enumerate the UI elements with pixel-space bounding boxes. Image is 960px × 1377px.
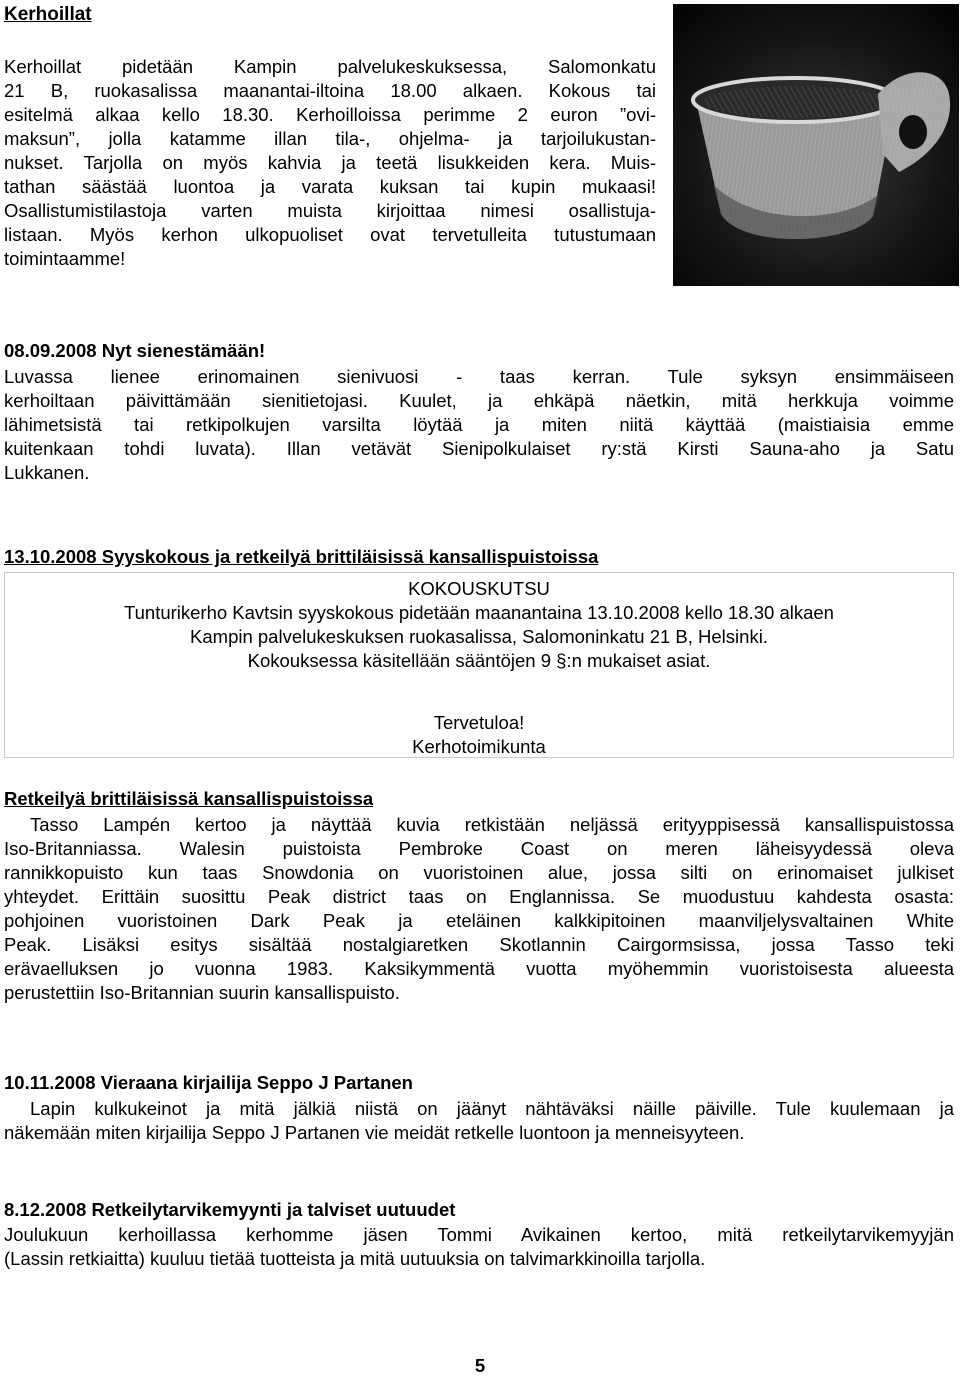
event-title-sept: 08.09.2008 Nyt sienestämään! (4, 340, 266, 361)
event-body-dec (4, 1223, 954, 1271)
invitation-signature: Kerhotoimikunta (412, 736, 546, 757)
text-line: erävaelluksen jo vuonna 1983. Kaksikymmentä vuotta myöhemmin vuoristoisesta alueesta (4, 958, 954, 979)
invitation-closing: Tervetuloa! (433, 712, 525, 733)
section-title-brit-parks: Retkeilyä brittiläisissä kansallispuistoissa (4, 788, 374, 809)
text-line: yhteydet. Erittäin suosittu Peak district taas on Englannissa. Se muodustuu kahdesta osasta: (4, 886, 954, 907)
text-line: 21 B, ruokasalissa maanantai-iltoina 18.00 alkaen. Kokous tai (4, 80, 656, 101)
text-line: lähimetsistä tai retkipolkujen varsilta löytää ja miten niitä käyttää (maistiaisia emme (4, 414, 954, 435)
text-line: Tunturikerho Kavtsin syyskokous pidetään maanantaina 13.10.2008 kello 18.30 alkaen (124, 602, 834, 623)
section-title-kerhoillat: Kerhoillat (4, 4, 92, 25)
text-line: toimintaamme! (4, 248, 126, 269)
brit-parks-paragraph (4, 813, 954, 1005)
event-title-oct: 13.10.2008 Syyskokous ja retkeilyä brittiläisissä kansallispuistoissa (4, 546, 599, 567)
text-line: perustettiin Iso-Britannian suurin kansallispuisto. (4, 982, 400, 1003)
text-line: Lukkanen. (4, 462, 90, 483)
text-line: listaan. Myös kerhon ulkopuoliset ovat tervetulleita tutustumaan (4, 224, 656, 245)
text-line: Tasso Lampén kertoo ja näyttää kuvia retkistään neljässä erityyppisessä kansallispuistossa (30, 814, 954, 835)
invitation-heading: KOKOUSKUTSU (408, 578, 550, 599)
text-line: näkemään miten kirjailija Seppo J Partanen vie meidät retkelle luontoon ja menneisyyteen. (4, 1122, 745, 1143)
text-line: Kokouksessa käsitellään sääntöjen 9 §:n mukaiset asiat. (247, 650, 711, 671)
text-line: rannikkopuisto kun taas Snowdonia on vuoristoinen alue, jossa silti on erinomaiset julkiset (4, 862, 954, 883)
event-title-nov: 10.11.2008 Vieraana kirjailija Seppo J Partanen (4, 1072, 413, 1093)
text-line: pohjoinen vuoristoinen Dark Peak ja eteläinen kalkkipitoinen maanviljelysvaltainen White (4, 910, 954, 931)
text-line: esitelmä alkaa kello 18.30. Kerhoilloissa perimme 2 euron ”ovi- (4, 104, 656, 125)
page-number: 5 (474, 1355, 486, 1376)
event-body-sept (4, 365, 954, 485)
text-line: kuitenkaan tohdi luvata). Illan vetävät Sienipolkulaiset ry:stä Kirsti Sauna-aho ja Satu (4, 438, 954, 459)
event-title-dec: 8.12.2008 Retkeilytarvikemyynti ja talviset uutuudet (4, 1199, 456, 1220)
kuksa-cup-image (673, 4, 959, 286)
text-line: Osallistumistilastoja varten muista kirjoittaa nimesi osallistuja- (4, 200, 656, 221)
text-line: tathan säästää luontoa ja varata kuksan tai kupin mukaasi! (4, 176, 656, 197)
text-line: Peak. Lisäksi esitys sisältää nostalgiaretken Skotlannin Cairgormsissa, jossa Tasso teki (4, 934, 954, 955)
text-line: Kerhoillat pidetään Kampin palvelukeskuksessa, Salomonkatu (4, 56, 656, 77)
text-line: (Lassin retkiaitta) kuuluu tietää tuotteista ja mitä uutuuksia on talvimarkkinoilla tarjolla. (4, 1248, 706, 1269)
meeting-invitation-box (4, 572, 954, 758)
text-line: Luvassa lienee erinomainen sienivuosi - taas kerran. Tule syksyn ensimmäiseen (4, 366, 954, 387)
text-line: nukset. Tarjolla on myös kahvia ja teetä lisukkeiden kera. Muis- (4, 152, 656, 173)
text-line: kerhoiltaan päivittämään sienitietojasi. Kuulet, ja ehkäpä näetkin, mitä herkkuja voimme (4, 390, 954, 411)
text-line: Iso-Britanniassa. Walesin puistoista Pembroke Coast on meren läheisyydessä oleva (4, 838, 954, 859)
text-line: Lapin kulkukeinot ja mitä jälkiä niistä on jäänyt nähtäväksi näille päiville. Tule kuulemaan ja (30, 1098, 954, 1119)
text-line: Joulukuun kerhoillassa kerhomme jäsen Tommi Avikainen kertoo, mitä retkeilytarvikemyyjän (4, 1224, 954, 1245)
intro-paragraph (4, 55, 656, 271)
event-body-nov (4, 1097, 954, 1145)
text-line: maksun”, jolla katamme illan tila-, ohjelma- ja tarjoilukustan- (4, 128, 656, 149)
text-line: Kampin palvelukeskuksen ruokasalissa, Salomoninkatu 21 B, Helsinki. (190, 626, 768, 647)
